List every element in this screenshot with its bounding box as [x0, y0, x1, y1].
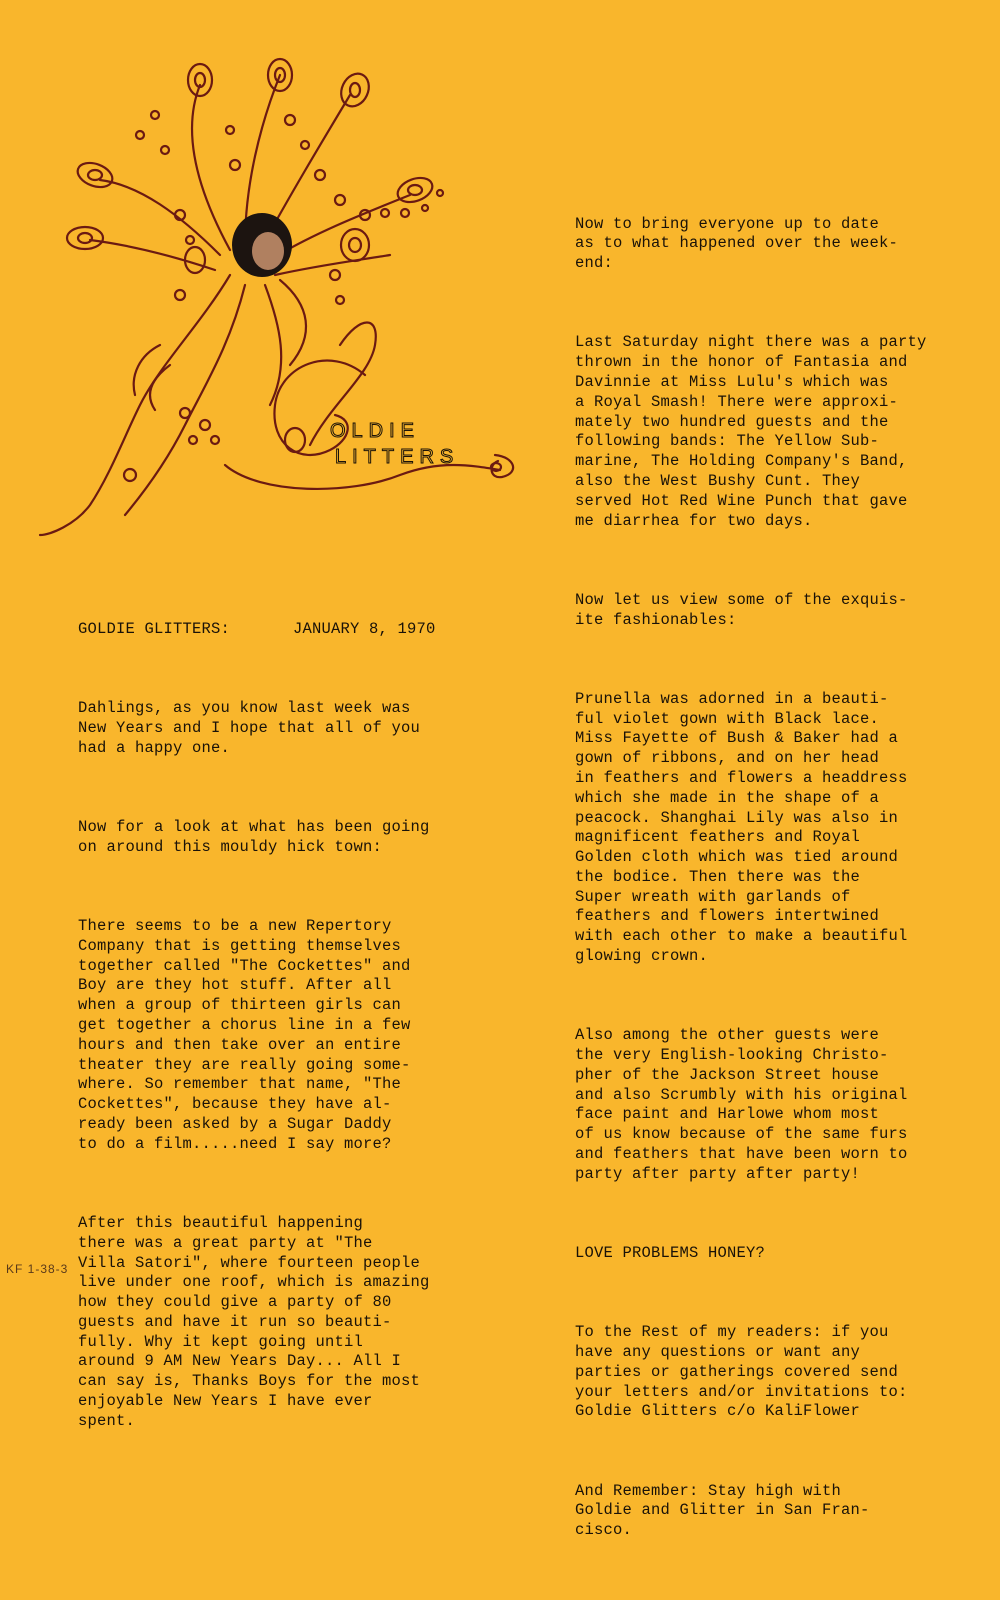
logo-title-line1: OLDIE — [330, 420, 421, 442]
paragraph: To the Rest of my readers: if you have any questions or want any parties or gatherings covered send your letters and/or invitations to: Goldie Glitters c/o KaliFlower — [575, 1323, 908, 1421]
catalog-mark: KF 1-38-3 — [6, 1262, 69, 1276]
section-heading: LOVE PROBLEMS HONEY? — [575, 1244, 766, 1263]
paragraph: Last Saturday night there was a party thrown in the honor of Fantasia and Davinnie at Miss Lulu's which was a Royal Smash! There were approxi- mately two hundred guests and the following bands: The Yellow Sub- marine, The Holding Company's Band, also the West Bushy Cunt. They served Hot Red Wine Punch that gave me diarrhea for two days. — [575, 333, 927, 530]
paragraph: And Remember: Stay high with Goldie and Glitter in San Fran- cisco. — [575, 1481, 870, 1540]
paragraph: Now for a look at what has been going on around this mouldy hick town: — [78, 817, 430, 856]
right-column — [575, 175, 975, 1600]
paragraph: Dahlings, as you know last week was New Years and I hope that all of you had a happy one. — [78, 699, 421, 757]
newsletter-header — [78, 620, 478, 640]
paragraph: Also among the other guests were the very English-looking Christo- pher of the Jackson Street house and also Scrumbly with his original face paint and Harlowe whom most of us know because of the same furs and feathers that have been worn to party after party after party! — [575, 1026, 908, 1183]
paragraph: Now let us view some of the exquis- ite fashionables: — [575, 590, 908, 629]
left-column — [78, 580, 478, 1491]
issue-date: JANUARY 8, 1970 — [293, 619, 436, 638]
column-name: GOLDIE GLITTERS: — [78, 619, 231, 638]
paragraph: Prunella was adorned in a beauti- ful violet gown with Black lace. Miss Fayette of Bush & Baker had a gown of ribbons, and on her head in feathers and flowers a headdress which she made in the shape of a peacock. Shanghai Lily was also in magnificent feathers and Royal Golden cloth which was tied around the bodice. Then there was the Super wreath with garlands of feathers and flowers intertwined with each other to make a beautiful glowing crown. — [575, 689, 908, 966]
paragraph: Now to bring everyone up to date as to what happened over the week- end: — [575, 214, 899, 273]
paragraph: There seems to be a new Repertory Company that is getting themselves together called "The Cockettes" and Boy are they hot stuff. After all when a group of thirteen girls can get together a chorus line in a few hours and then take over an entire theater they are really going some- where. So remember that name, "The Cockettes", because they have al- ready been asked by a Sugar Daddy to do a film.....need I say more? — [78, 916, 411, 1153]
logo-title-line2: LITTERS — [335, 446, 460, 468]
peacock-logo-drawing — [30, 45, 530, 545]
paragraph: After this beautiful happening there was a great party at "The Villa Satori", where fourteen people live under one roof, which is amazing how they could give a party of 80 guests and have it run so beauti- fully. Why it kept going until around 9 AM New Years Day... All I can say is, Thanks Boys for the most enjoyable New Years I have ever spent. — [78, 1213, 430, 1430]
